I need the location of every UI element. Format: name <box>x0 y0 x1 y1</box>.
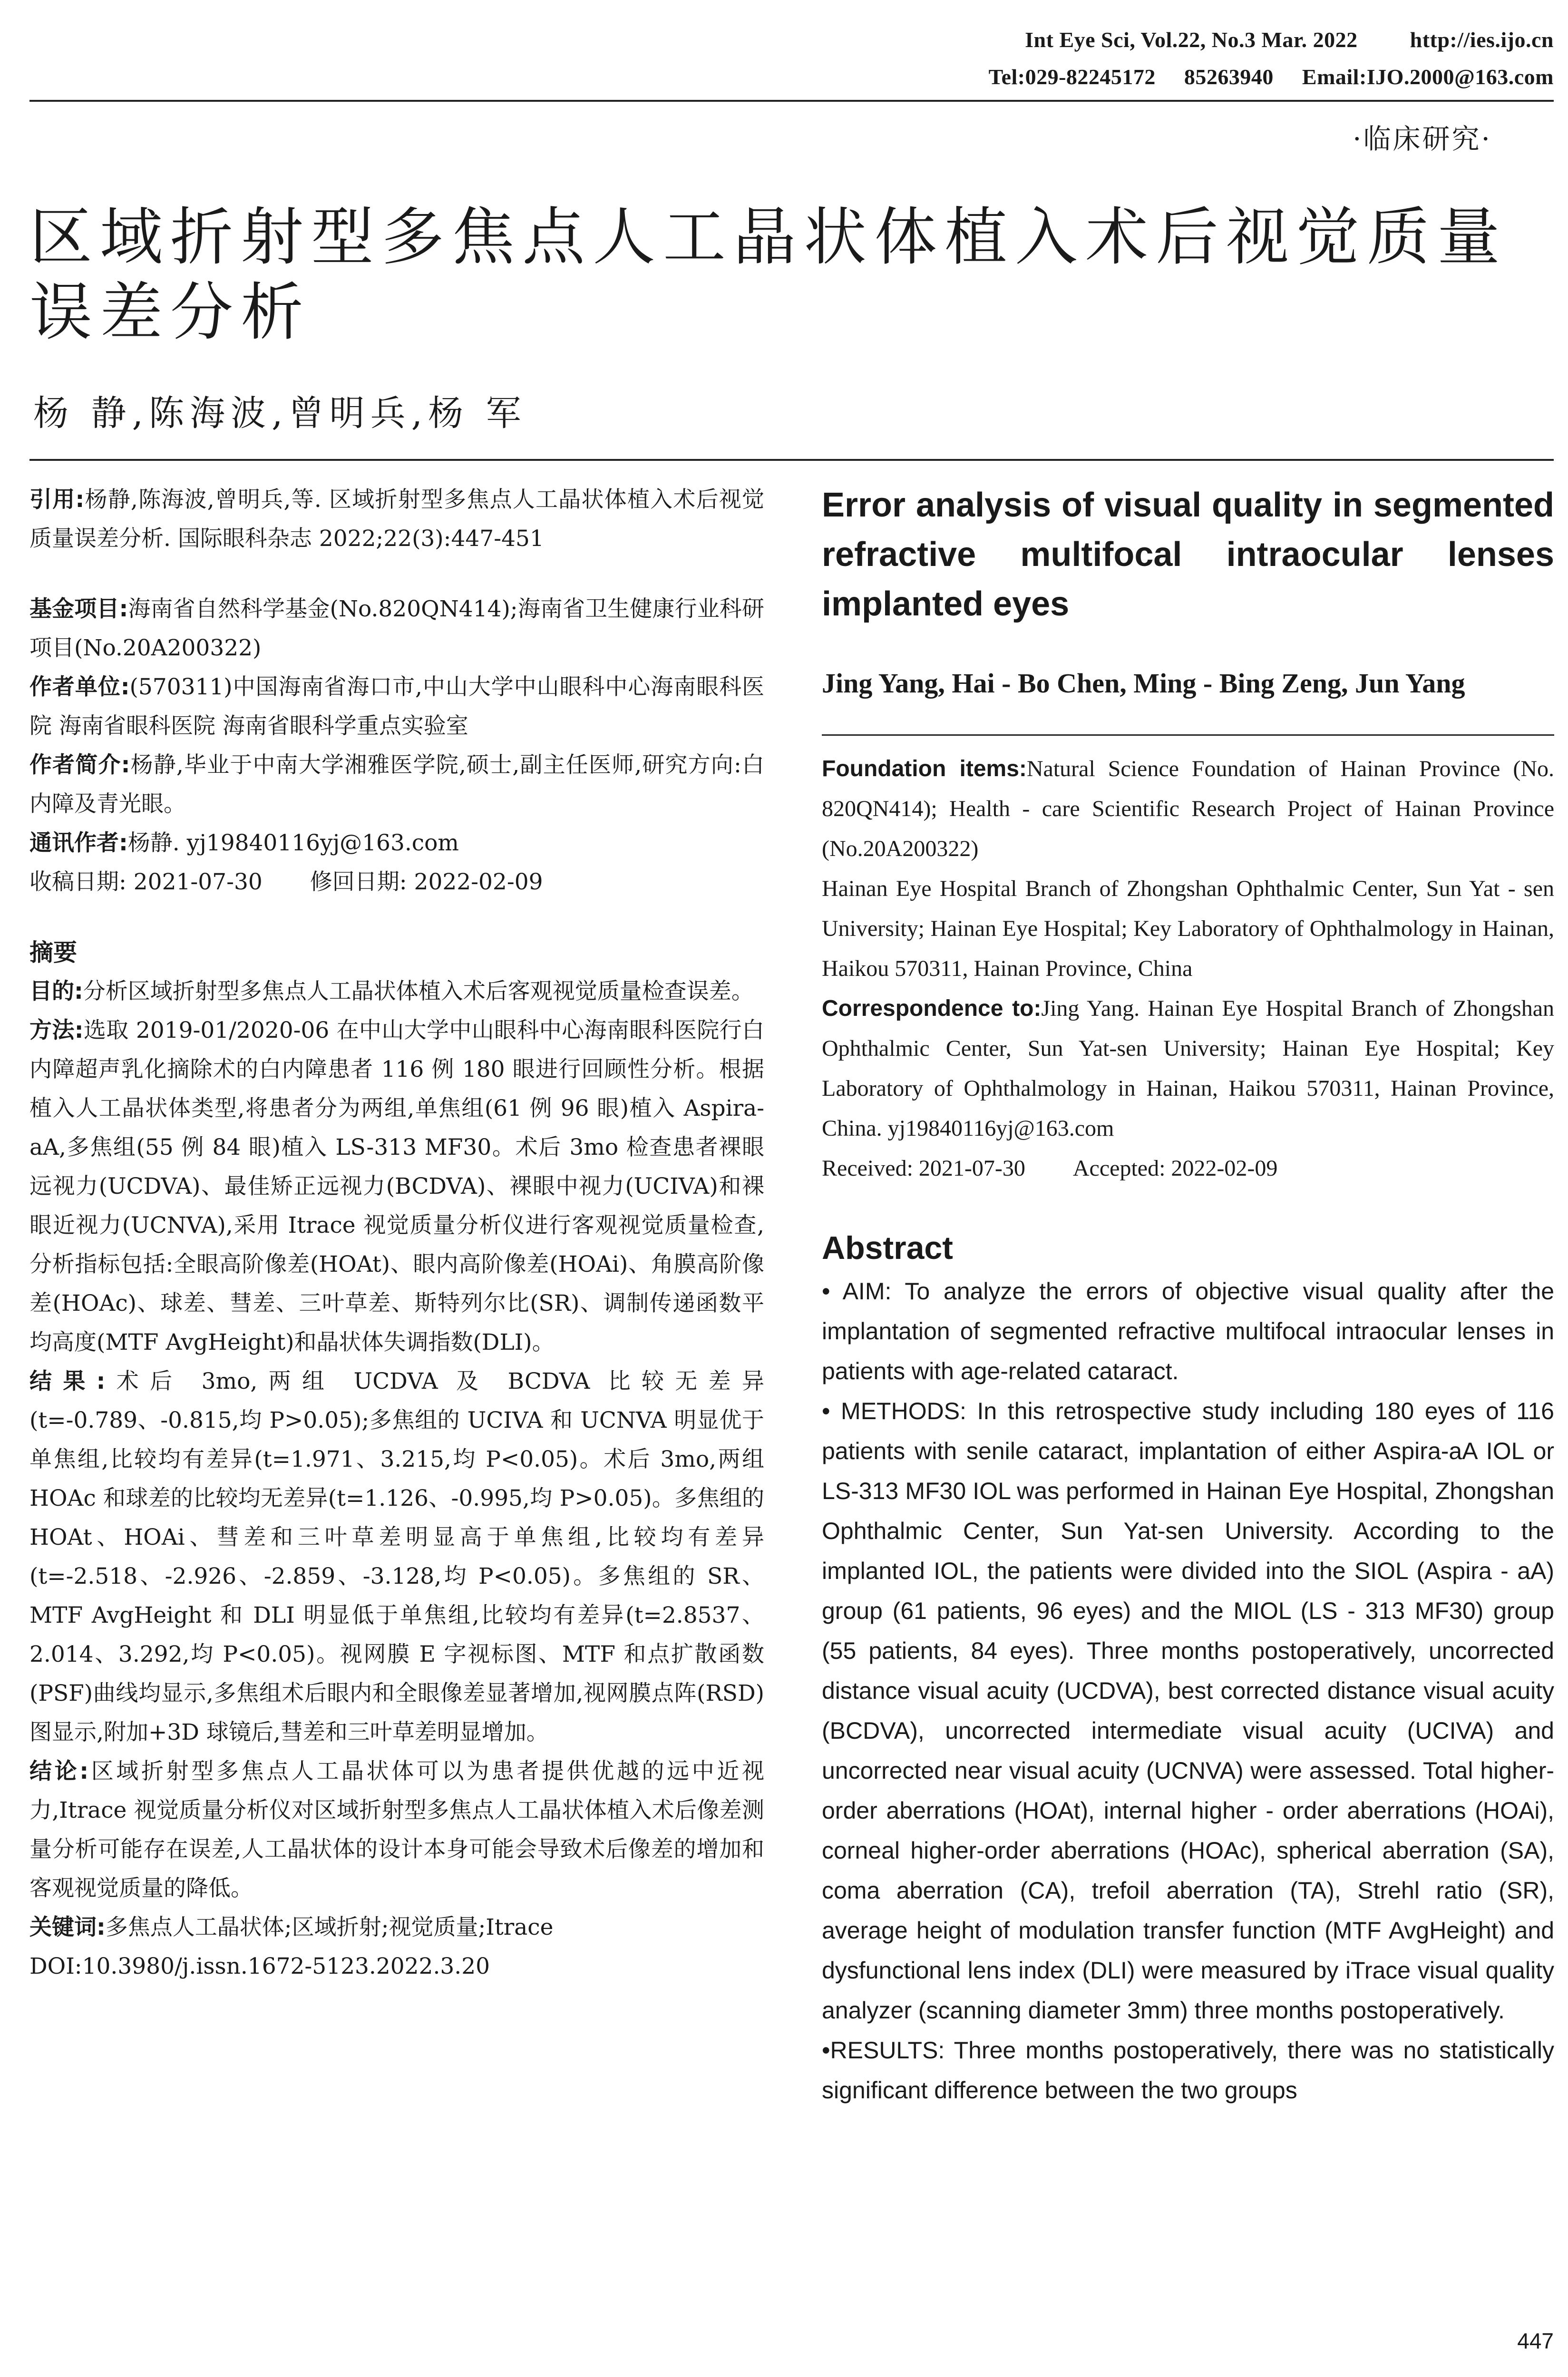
correspondence-text: Jing Yang. Hainan Eye Hospital Branch of Zhongshan Ophthalmic Center, Sun Yat-sen University; Hainan Eye Hospital; Key Laboratory of Ophthalmology in Hainan, Haikou 570311, Hainan Province, China. yj19840116yj@163.com <box>822 996 1555 1141</box>
results-label-cn: 结果: <box>29 1368 106 1394</box>
foundation-text: Natural Science Foundation of Hainan Province (No. 820QN414); Health - care Scientific Research Project of Hainan Province (No.20A200322) <box>822 756 1555 861</box>
section-tag: ·临床研究· <box>1353 123 1492 155</box>
title-divider <box>29 459 1554 461</box>
author-unit-text: (570311)中国海南省海口市,中山大学中山眼科中心海南眼科医院 海南省眼科医院 海南省眼科学重点实验室 <box>29 674 765 739</box>
correspondence-en <box>822 989 1554 1149</box>
author-bio-text: 杨静,毕业于中南大学湘雅医学院,硕士,副主任医师,研究方向:白内障及青光眼。 <box>29 752 764 817</box>
citation-label: 引用: <box>29 487 85 513</box>
author-bio <box>29 746 764 824</box>
corresponding-label: 通讯作者: <box>29 830 128 856</box>
revised-date: 修回日期: 2022-02-09 <box>310 869 543 895</box>
funding-label: 基金项目: <box>29 596 128 622</box>
page-number: 447 <box>1517 2328 1554 2353</box>
abstract-methods-en <box>822 1391 1554 2030</box>
citation-text: 杨静,陈海波,曾明兵,等. 区域折射型多焦点人工晶状体植入术后视觉质量误差分析. 国际眼科杂志 2022;22(3):447-451 <box>29 487 765 552</box>
journal-citation: Int Eye Sci, Vol.22, No.3 Mar. 2022 <box>1025 28 1358 52</box>
dates-en <box>822 1149 1554 1188</box>
authors-cn: 杨 静,陈海波,曾明兵,杨 军 <box>33 393 527 434</box>
conclusion-text-cn: 区域折射型多焦点人工晶状体可以为患者提供优越的远中近视力,Itrace 视觉质量分析仪对区域折射型多焦点人工晶状体植入术后像差测量分析可能存在误差,人工晶状体的设计本身可能会导致术后像差的增加和客观视觉质量的降低。 <box>29 1758 765 1901</box>
corresponding-text: 杨静. yj19840116yj@163.com <box>127 830 459 856</box>
funding-text: 海南省自然科学基金(No.820QN414);海南省卫生健康行业科研项目(No.20A200322) <box>29 596 764 661</box>
author-unit <box>29 668 764 746</box>
funding <box>29 590 764 668</box>
article-title-cn: 区域折射型多焦点人工晶状体植入术后视觉质量误差分析 <box>29 201 1508 349</box>
keywords-cn <box>29 1908 764 1947</box>
abstract-aim-en <box>822 1271 1554 1391</box>
dates <box>29 863 764 902</box>
abstract-heading-cn: 摘要 <box>29 939 77 966</box>
abstract-en <box>822 1271 1554 2110</box>
abstract-results-en <box>822 2030 1554 2110</box>
foundation-label: Foundation items: <box>822 756 1027 781</box>
author-unit-label: 作者单位: <box>29 674 130 700</box>
aim-text-cn: 分析区域折射型多焦点人工晶状体植入术后客观视觉质量检查误差。 <box>83 978 754 1004</box>
keywords-text-cn: 多焦点人工晶状体;区域折射;视觉质量;Itrace <box>105 1914 554 1940</box>
journal-contact <box>989 58 1554 96</box>
journal-line <box>989 21 1554 58</box>
citation <box>29 480 764 558</box>
affiliation-en: Hainan Eye Hospital Branch of Zhongshan Ophthalmic Center, Sun Yat - sen University; Hainan Eye Hospital; Key Laboratory of Ophthalmology in Hainan, Haikou 570311, Hainan Province, China <box>822 876 1554 981</box>
conclusion-label-cn: 结论: <box>29 1758 89 1784</box>
received-date: 收稿日期: 2021-07-30 <box>29 869 263 895</box>
header-divider <box>29 100 1554 102</box>
abstract-methods-cn <box>29 1011 764 1362</box>
aim-label-cn: 目的: <box>29 978 83 1004</box>
left-column <box>29 480 764 1986</box>
abstract-conclusion-cn <box>29 1752 764 1908</box>
english-divider <box>822 734 1554 736</box>
journal-url[interactable]: http://ies.ijo.cn <box>1410 28 1554 52</box>
doi[interactable]: DOI:10.3980/j.issn.1672-5123.2022.3.20 <box>29 1953 490 1979</box>
foundation-block <box>822 749 1554 1188</box>
abstract-results-cn <box>29 1362 764 1752</box>
accepted-en: Accepted: 2022-02-09 <box>1072 1156 1278 1181</box>
abstract-heading-en: Abstract <box>822 1230 953 1266</box>
journal-email[interactable]: Email:IJO.2000@163.com <box>1302 65 1554 89</box>
results-label-en: •RESULTS: <box>822 2037 945 2064</box>
right-column <box>822 480 1554 2110</box>
correspondence-label: Correspondence to: <box>822 996 1042 1021</box>
methods-text-en: In this retrospective study including 180 eyes of 116 patients with senile cataract, implantation of either Aspira-aA IOL or LS-313 MF30 IOL was performed in Hainan Eye Hospital, Zhongshan Ophthalmic Center, Sun Yat-sen University. According to the implanted IOL, the patients were divided into the SIOL (Aspira - aA) group (61 patients, 96 eyes) and the MIOL (LS - 313 MF30) group (55 patients, 84 eyes). Three months postoperatively, uncorrected distance visual acuity (UCDVA), best corrected distance visual acuity (BCDVA), uncorrected intermediate visual acuity (UCIVA) and uncorrected near visual acuity (UCNVA) were assessed. Total higher-order aberrations (HOAt), internal higher - order aberrations (HOAi), corneal higher-order aberrations (HOAc), spherical aberration (SA), coma aberration (CA), trefoil aberration (TA), Strehl ratio (SR), average height of modulation transfer function (MTF AvgHeight) and dysfunctional lens index (DLI) were measured by iTrace visual quality analyzer (scanning diameter 3mm) three months postoperatively. <box>822 1398 1554 2024</box>
methods-text-cn: 选取 2019-01/2020-06 在中山大学中山眼科中心海南眼科医院行白内障超声乳化摘除术的白内障患者 116 例 180 眼进行回顾性分析。根据植入人工晶状体类型,将患者分为两组,单焦组(61 例 96 眼)植入 Aspira-aA,多焦组(55 例 84 眼)植入 LS-313 MF30。术后 3mo 检查患者裸眼远视力(UCDVA)、最佳矫正远视力(BCDVA)、裸眼中视力(UCIVA)和裸眼近视力(UCNVA),采用 Itrace 视觉质量分析仪进行客观视觉质量检查,分析指标包括:全眼高阶像差(HOAt)、眼内高阶像差(HOAi)、角膜高阶像差(HOAc)、球差、彗差、三叶草差、斯特列尔比(SR)、调制传递函数平均高度(MTF AvgHeight)和晶状体失调指数(DLI)。 <box>29 1017 765 1355</box>
results-text-en: Three months postoperatively, there was no statistically significant difference between the two groups <box>822 2037 1554 2104</box>
journal-tel: Tel:029-82245172 <box>988 65 1156 89</box>
author-bio-label: 作者简介: <box>29 752 130 778</box>
article-title-en: Error analysis of visual quality in segmented refractive multifocal intraocular lenses implanted eyes <box>822 486 1554 623</box>
corresponding-author <box>29 824 764 863</box>
methods-label-cn: 方法: <box>29 1017 84 1043</box>
keywords-label-cn: 关键词: <box>29 1914 106 1940</box>
journal-tel2: 85263940 <box>1184 65 1274 89</box>
authors-en: Jing Yang, Hai - Bo Chen, Ming - Bing Zeng, Jun Yang <box>822 668 1465 699</box>
methods-label-en: • METHODS: <box>822 1398 966 1424</box>
abstract-aim-cn <box>29 972 764 1011</box>
journal-header <box>989 21 1554 96</box>
results-text-cn: 术后 3mo,两组 UCDVA 及 BCDVA 比较无差异(t=-0.789、-0.815,均 P>0.05);多焦组的 UCIVA 和 UCNVA 明显优于单焦组,比较均有差异(t=1.971、3.215,均 P<0.05)。术后 3mo,两组 HOAc 和球差的比较均无差异(t=1.126、-0.995,均 P>0.05)。多焦组的 HOAt、HOAi、彗差和三叶草差明显高于单焦组,比较均有差异(t=-2.518、-2.926、-2.859、-3.128,均 P<0.05)。多焦组的 SR、MTF AvgHeight 和 DLI 明显低于单焦组,比较均有差异(t=2.8537、2.014、3.292,均 P<0.05)。视网膜 E 字视标图、MTF 和点扩散函数(PSF)曲线均显示,多焦组术后眼内和全眼像差显著增加,视网膜点阵(RSD)图显示,附加+3D 球镜后,彗差和三叶草差明显增加。 <box>29 1368 764 1745</box>
foundation-items <box>822 749 1554 869</box>
aim-text-en: To analyze the errors of objective visual quality after the implantation of segmented refractive multifocal intraocular lenses in patients with age-related cataract. <box>822 1278 1555 1384</box>
received-en: Received: 2021-07-30 <box>822 1156 1025 1181</box>
aim-label-en: • AIM: <box>822 1278 892 1305</box>
